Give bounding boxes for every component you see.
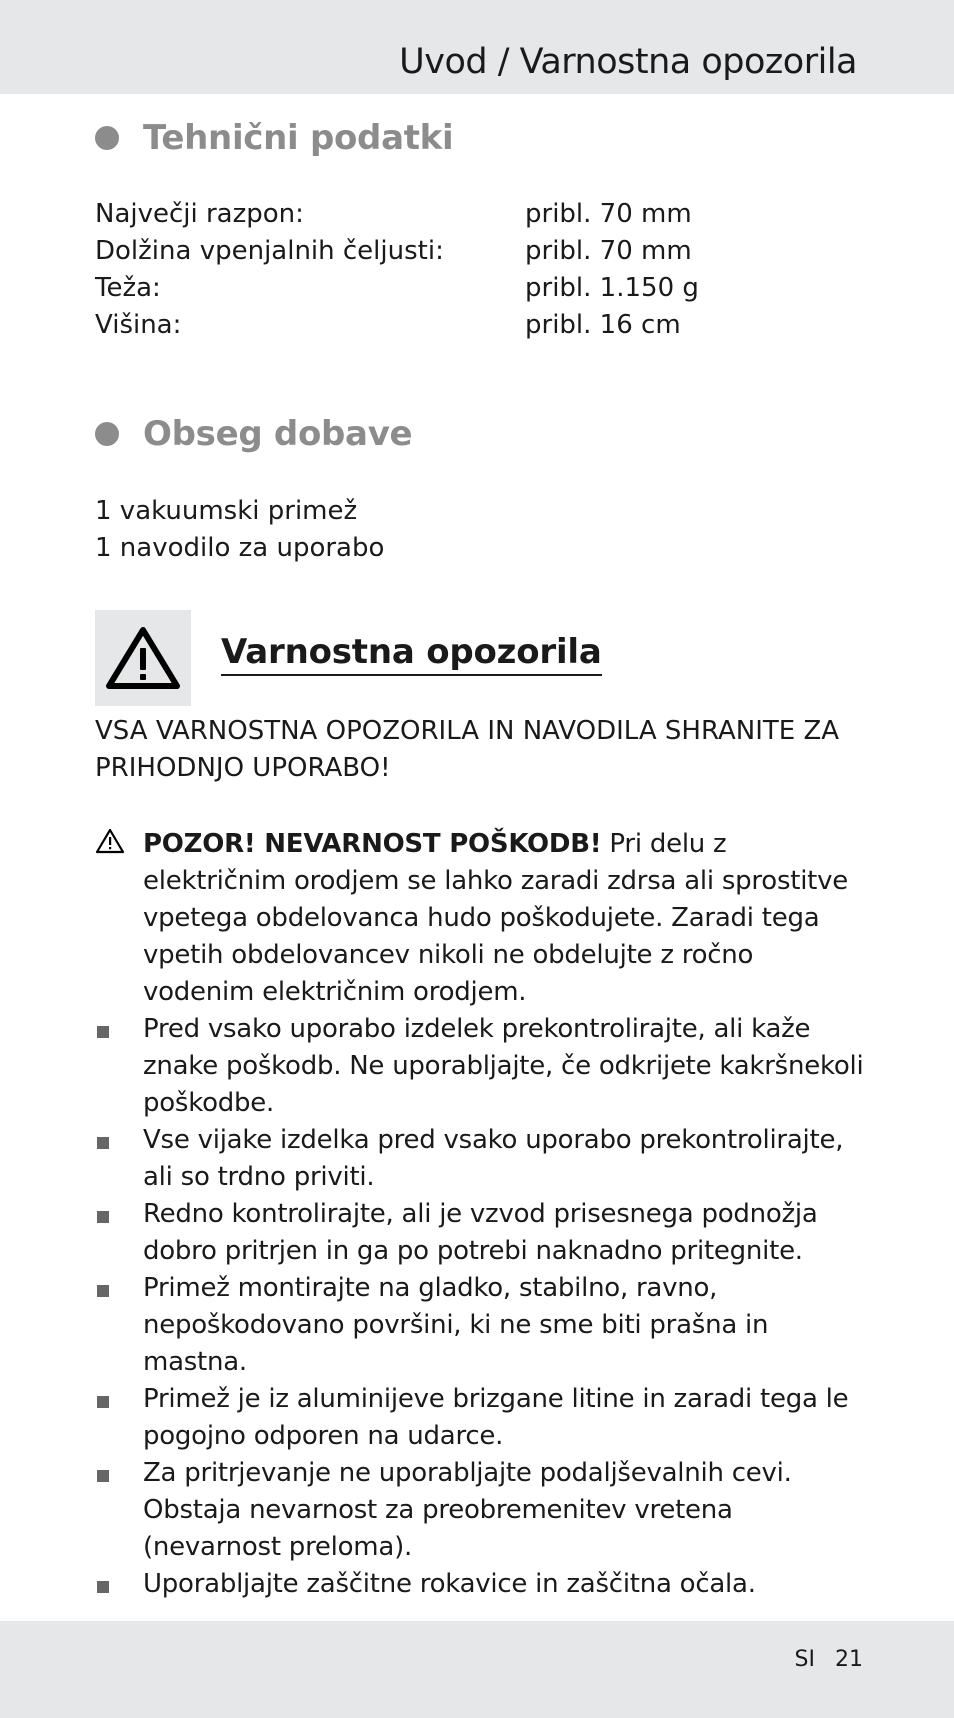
square-bullet-icon [97,1581,109,1593]
list-item: 1 navodilo za uporabo [95,533,385,563]
page-footer [795,1647,863,1672]
list-item-text: Pred vsako uporabo izdelek prekontrolirajte, ali kaže znake poškodb. Ne uporabljajte, če odkrijete kakršnekoli poškodbe. [143,1014,864,1118]
list-item [95,1196,865,1270]
list-item-text: Vse vijake izdelka pred vsako uporabo prekontrolirajte, ali so trdno priviti. [143,1125,844,1192]
spec-label: Teža: [95,273,161,303]
spec-label: Največji razpon: [95,199,304,229]
safety-list [95,826,865,1603]
list-item [95,1011,865,1122]
scope-list [95,493,384,567]
square-bullet-icon [97,1137,109,1149]
list-item-text: Uporabljajte zaščitne rokavice in zaščitna očala. [143,1569,756,1599]
section-title-scope: Obseg dobave [143,414,413,454]
square-bullet-icon [97,1285,109,1297]
list-item-text: Redno kontrolirajte, ali je vzvod prisesnega podnožja dobro pritrjen in ga po potrebi naknadno pritegnite. [143,1199,818,1266]
language-code: SI [794,1647,815,1672]
list-item-text: Primež je iz aluminijeve brizgane litine in zaradi tega le pogojno odporen na udarce. [143,1384,849,1451]
warning-triangle-icon [106,626,180,690]
list-item [95,1122,865,1196]
list-item-text: Primež montirajte na gladko, stabilno, ravno, nepoškodovano površini, ki ne sme biti prašna in mastna. [143,1273,769,1377]
warning-sign-box [95,610,191,706]
warning-item [95,826,865,1011]
spec-value: pribl. 1.150 g [525,273,699,303]
spec-table [95,196,699,344]
list-item [95,1270,865,1381]
square-bullet-icon [97,1396,109,1408]
spec-value: pribl. 70 mm [525,236,692,266]
warning-text: Pri delu z električnim orodjem se lahko zaradi zdrsa ali sprostitve vpetega obdelovanca hudo poškodujete. Zaradi tega vpetih obdelovancev nikoli ne obdelujte z ročno vodenim električnim orodjem. [143,829,848,1007]
list-item [95,1381,865,1455]
spec-value: pribl. 70 mm [525,199,692,229]
spec-label: Dolžina vpenjalnih čeljusti: [95,236,444,266]
section-heading-technical [95,118,453,158]
spec-row [95,196,699,233]
warning-label: POZOR! NEVARNOST POŠKODB! [143,829,602,859]
square-bullet-icon [97,1026,109,1038]
section-bullet-icon [95,422,119,446]
list-item [95,1455,865,1566]
spec-label: Višina: [95,310,182,340]
section-bullet-icon [95,126,119,150]
spec-row [95,270,699,307]
section-heading-scope [95,414,412,454]
list-item [95,1566,865,1603]
list-item: 1 vakuumski primež [95,496,358,526]
section-title-technical: Tehnični podatki [143,118,454,158]
safety-title: Varnostna opozorila [221,632,602,676]
safety-caps-note: VSA VARNOSTNA OPOZORILA IN NAVODILA SHRANITE ZA PRIHODNJO UPORABO! [95,716,840,783]
spec-row [95,307,699,344]
page-number: 21 [835,1647,863,1672]
spec-value: pribl. 16 cm [525,310,681,340]
page-title: Uvod / Varnostna opozorila [399,42,857,82]
warning-small-icon [95,828,125,854]
list-item-text: Za pritrjevanje ne uporabljajte podaljševalnih cevi. Obstaja nevarnost za preobremenitev vretena (nevarnost preloma). [143,1458,792,1562]
square-bullet-icon [97,1211,109,1223]
spec-row [95,233,699,270]
square-bullet-icon [97,1470,109,1482]
